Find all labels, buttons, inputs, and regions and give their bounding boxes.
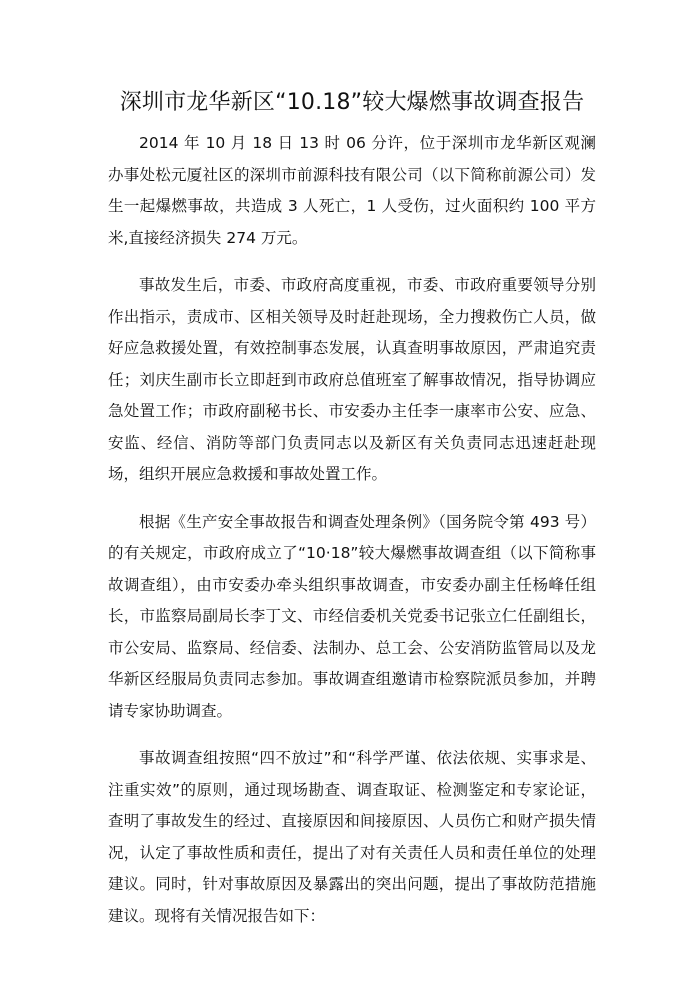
paragraph-investigation-principles: 事故调查组按照“四不放过”和“科学严谨、依法依规、实事求是、注重实效”的原则，通过现场勘查、调查取证、检测鉴定和专家论证，查明了事故发生的经过、直接原因和间接原因、人员伤亡和财产损失情况，认定了事故性质和责任，提出了对有关责任人员和责任单位的处理建议。同时，针对事故原因及暴露出的突出问题，提出了事故防范措施建议。现将有关情况报告如下： <box>108 749 596 925</box>
document-title: 深圳市龙华新区“10.18”较大爆燃事故调查报告 <box>119 90 585 115</box>
paragraph-incident-summary: 2014 年 10 月 18 日 13 时 06 分许，位于深圳市龙华新区观澜办事处松元厦社区的深圳市前源科技有限公司（以下简称前源公司）发生一起爆燃事故，共造成 3 人死亡，1 人受伤，过火面积约 100 平方米,直接经济损失 274 万元。 <box>108 134 596 247</box>
paragraph-emergency-response: 事故发生后，市委、市政府高度重视，市委、市政府重要领导分别作出指示，责成市、区相关领导及时赶赴现场，全力搜救伤亡人员，做好应急救援处置，有效控制事态发展，认真查明事故原因，严肃追究责任；刘庆生副市长立即赶到市政府总值班室了解事故情况，指导协调应急处置工作；市政府副秘书长、市安委办主任李一康率市公安、应急、安监、经信、消防等部门负责同志以及新区有关负责同志迅速赶赴现场，组织开展应急救援和事故处置工作。 <box>108 276 596 483</box>
paragraph-investigation-team: 根据《生产安全事故报告和调查处理条例》（国务院令第 493 号）的有关规定，市政府成立了“10·18”较大爆燃事故调查组（以下简称事故调查组），由市安委办牵头组织事故调查，市安委办副主任杨峰任组长，市监察局副局长李丁文、市经信委机关党委书记张立仁任副组长，市公安局、监察局、经信委、法制办、总工会、公安消防监管局以及龙华新区经服局负责同志参加。事故调查组邀请市检察院派员参加，并聘请专家协助调查。 <box>108 512 596 720</box>
